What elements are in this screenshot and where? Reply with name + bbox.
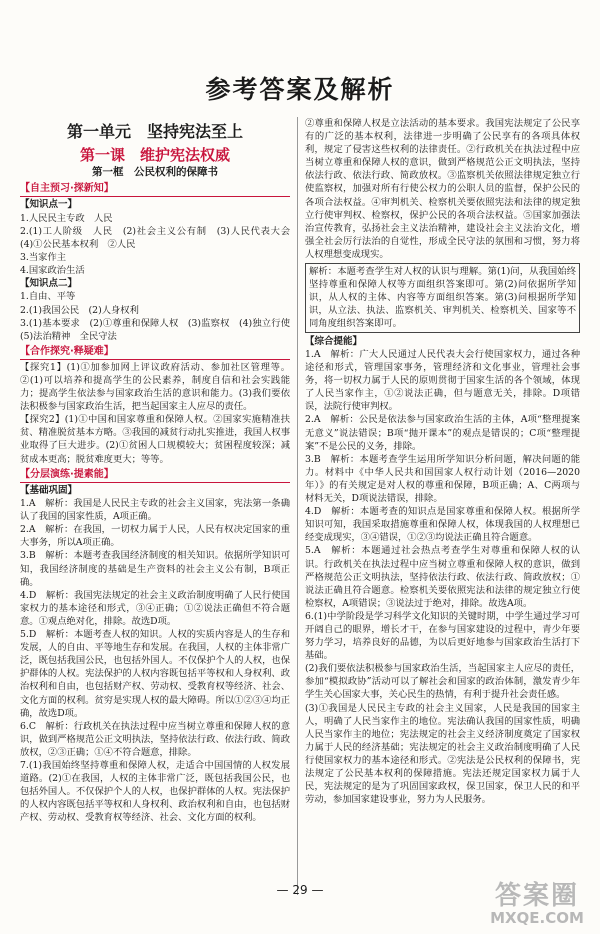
section-explore-heading: 【合作探究·释疑难】 [20, 345, 290, 360]
comp-item: 4.D 解析：本题考查的知识点是国家尊重和保障人权。根据所学知识可知，我国采取措施尊重和保障人权，体现我国的人权理想已经变成现实，③④错误，①②③均说法正确且符合题意。 [305, 506, 580, 544]
comp-item: (3)①我国是人民民主专政的社会主义国家，人民是我国的国家主人，明确了人民当家作主的地位。宪法确认我国的国家性质，明确人民当家作主的地位；宪法规定的社会主义经济制度奠定了国家权力属于人民的经济基础；宪法规定的社会主义政治制度明确了人民行使国家权力的基本途径和形式。②宪法是公民权利的保障书，宪法规定了公民基本权利的保障措施。宪法还规定国家权力属于人民，宪法规定的是为了巩固国家政权，保卫国家，保卫人民的和平劳动，参加国家建设事业，努力为人民服务。 [305, 702, 580, 806]
basic-item: 3.B 解析：本题考查我国经济制度的相关知识。依据所学知识可知，我国经济制度的基础是生产资料的社会主义公有制，B项正确。 [20, 550, 290, 588]
column-divider [297, 117, 298, 895]
page-title: 参考答案及解析 [205, 75, 395, 104]
watermark-url: MXQE.COM [490, 909, 584, 927]
basic-item: 4.D 解析：我国宪法规定的社会主义政治制度明确了人民行使国家权力的基本途径和形式，③④正确；①②说法正确但不符合题意。①观点绝对化，排除。故选D项。 [20, 589, 290, 627]
watermark-logo-text: 答案圈 [494, 881, 579, 911]
left-column [20, 117, 300, 824]
watermark-logo [482, 882, 592, 928]
kp2-line: 2.(1)我国公民 (2)人身权利 [20, 304, 139, 316]
page-number: — 29 — [276, 883, 324, 897]
basic-item: 6.C 解析：行政机关在执法过程中应当树立尊重和保障人权的意识，做到严格规范公正文明执法，坚持依法行政、依法行政、简政放权，②③正确；①④不符合题意，排除。 [20, 720, 290, 758]
basic-item: 5.D 解析：本题考查人权的知识。人权的实质内容是人的生存和发展，人的自由、平等地生存和发展。在我国，人权的主体非常广泛，既包括我国公民，也包括外国人。不仅保护个人的人权，也保护群体的人权。宪法保护的人权内容既包括平等权和人身权利、政治权利和自由，也包括财产权、劳动权、受教育权等经济、社会、文化方面的权利。贫穷是实现人权的最大障碍。所以①②③④均正确，故选D项。 [20, 629, 290, 719]
comp-item: 2.A 解析：公民是依法参与国家政治生活的主体，A项“整理提案无意义”说法错误；B项“抛开课本”的观点是错误的；C项“整理提案”不是公民的义务，排除。 [305, 414, 580, 452]
comp-item: 3.B 解析：本题考查学生运用所学知识分析问题，解决问题的能力。材料中《中华人民共和国国家人权行动计划（2016—2020年）》的有关规定是对人权的尊重和保障，B项正确；A、C两项与材料无关，D项说法错误，排除。 [305, 453, 580, 505]
kp2-line: 3.(1)基本要求 (2)①尊重和保障人权 (3)监察权 (4)独立行使 (5)法治精神 全民守法 [20, 317, 300, 342]
frame-title: 第一框 公民权利的保障书 [92, 166, 218, 178]
unit-title: 第一单元 坚持宪法至上 [66, 122, 243, 141]
basic-heading: 【基础巩固】 [20, 484, 78, 496]
kp1-line: 4.国家政治生活 [20, 264, 85, 276]
basic-item: 1.A 解析：我国是人民民主专政的社会主义国家，宪法第一条确认了我国的国家性质，A项正确。 [20, 498, 290, 523]
comp-item: 1.A 解析：广大人民通过人民代表大会行使国家权力，通过各种途径和形式，管理国家事务，管理经济和文化事业，管理社会事务，将一切权力属于人民的原则贯彻于国家生活的各个领域，体现了人民当家作主，①②说法正确，但与题意无关，排除。D项错误，法院行使审判权。 [305, 349, 580, 413]
page-number-value: 29 [292, 883, 308, 897]
analysis-note-box [305, 263, 580, 332]
basic-item: 2.A 解析：在我国，一切权力属于人民，人民有权决定国家的重大事务，所以A项正确。 [20, 524, 290, 549]
explore-1: 【探究1】(1)①加参加网上评议政府活动、参加社区管理等。②(1)可以培养和提高学生的公民素养，制度自信和社会实践能力；提高学生依法参与国家政治生活的意识和能力。(3)我们要依法积极参与国家政治生活，把当起国家主人应尽的责任。 [20, 361, 290, 413]
knowledge-point-2-heading: 【知识点二】 [20, 277, 78, 289]
kp2-line: 1.自由、平等 [20, 291, 76, 303]
comprehensive-heading: 【综合提能】 [305, 335, 363, 347]
analysis-note: 解析：本题考查学生对人权的认识与理解。第(1)问，从我国始终坚持尊重和保障人权等方面组织答案即可。第(2)问依据所学知识，从人权的主体、内容等方面组织答案。第(3)问根据所学知识，从立法、执法、监察机关、审判机关、检察机关、国家等不同角度组织答案即可。 [309, 266, 576, 330]
comp-item: (2)我们要依法积极参与国家政治生活，当起国家主人应尽的责任，参加“模拟政协”活动可以了解社会和国家的政治体制，激发青少年学生关心国家大事，关心民生的热情，有利于提升社会责任感。 [305, 663, 580, 701]
kp1-line: 2.(1)工人阶级 人民 (2)社会主义公有制 (3)人民代表大会 (4)①公民基本权利 ②人民 [20, 225, 300, 250]
section-preview-heading: 【自主预习·探新知】 [20, 182, 290, 197]
knowledge-point-1-heading: 【知识点一】 [20, 199, 78, 210]
section-practice-heading: 【分层演练·提素能】 [20, 468, 290, 483]
kp1-line: 1.人民民主专政 人民 [20, 212, 113, 224]
kp1-line: 3.当家作主 [20, 251, 67, 263]
explore-2: 【探究2】(1)①中国和国家尊重和保障人权。②国家实施精准扶贫、精准脱贫基本方略。③我国的减贫行动扎实推进，我国人权事业取得了巨大进步。(2)①贫困人口规模较大；贫困程度较深；减贫成本更高；脱贫难度更大；等等。 [20, 414, 290, 465]
comp-item: 6.(1)中学阶段是学习科学文化知识的关键时期，中学生通过学习可开阔自己的眼界，增长才干，在参与国家建设的过程中，青少年要努力学习，培养良好的品德，为以后更好地参与国家政治生活打下基础。 [305, 610, 580, 662]
comp-item: 5.A 解析：本题通过社会热点考查学生对尊重和保障人权的认识。行政机关在执法过程中应当树立尊重和保障人权的意识，做到严格规范公正文明执法，坚持依法行政、依法行政、简政放权；①说法正确且符合题意。检察机关要依照宪法和法律的规定独立行使检察权，A项错误；③说法过于绝对，排除。故选A项。 [305, 545, 580, 609]
answer-paragraph: ②尊重和保障人权是立法活动的基本要求。我国宪法规定了公民享有的广泛的基本权利，法律进一步明确了公民享有的各项具体权利，规定了侵害这些权利的法律责任。②行政机关在执法过程中应当树立尊重和保障人权的意识，做到严格规范公正文明执法，坚持依法行政、依法行政、简政放权。③监察机关依照法律规定独立行使监察权，加强对所有行使公权力的公职人员的监督，保护公民的各项合法权益。④审判机关、检察机关要依照宪法和法律的规定独立行使审判权、检察权，保护公民的各项合法权益。⑤国家加强法治宣传教育，弘扬社会主义法治精神，建设社会主义法治文化，增强全社会厉行法治的自觉性，形成全民守法的氛围和习惯，努力将人权理想变成现实。 [305, 118, 580, 260]
right-column [305, 117, 580, 806]
lesson-title: 第一课 维护宪法权威 [79, 146, 230, 164]
basic-item: 7.(1)我国始终坚持尊重和保障人权，走适合中国国情的人权发展道路。(2)①在我国，人权的主体非常广泛，既包括我国公民，也包括外国人。不仅保护个人的人权，也保护群体的人权。宪法保护的人权内容既包括平等权和人身权利、政治权利和自由，也包括财产权、劳动权、受教育权等经济、社会、文化方面的权利。 [20, 759, 290, 824]
